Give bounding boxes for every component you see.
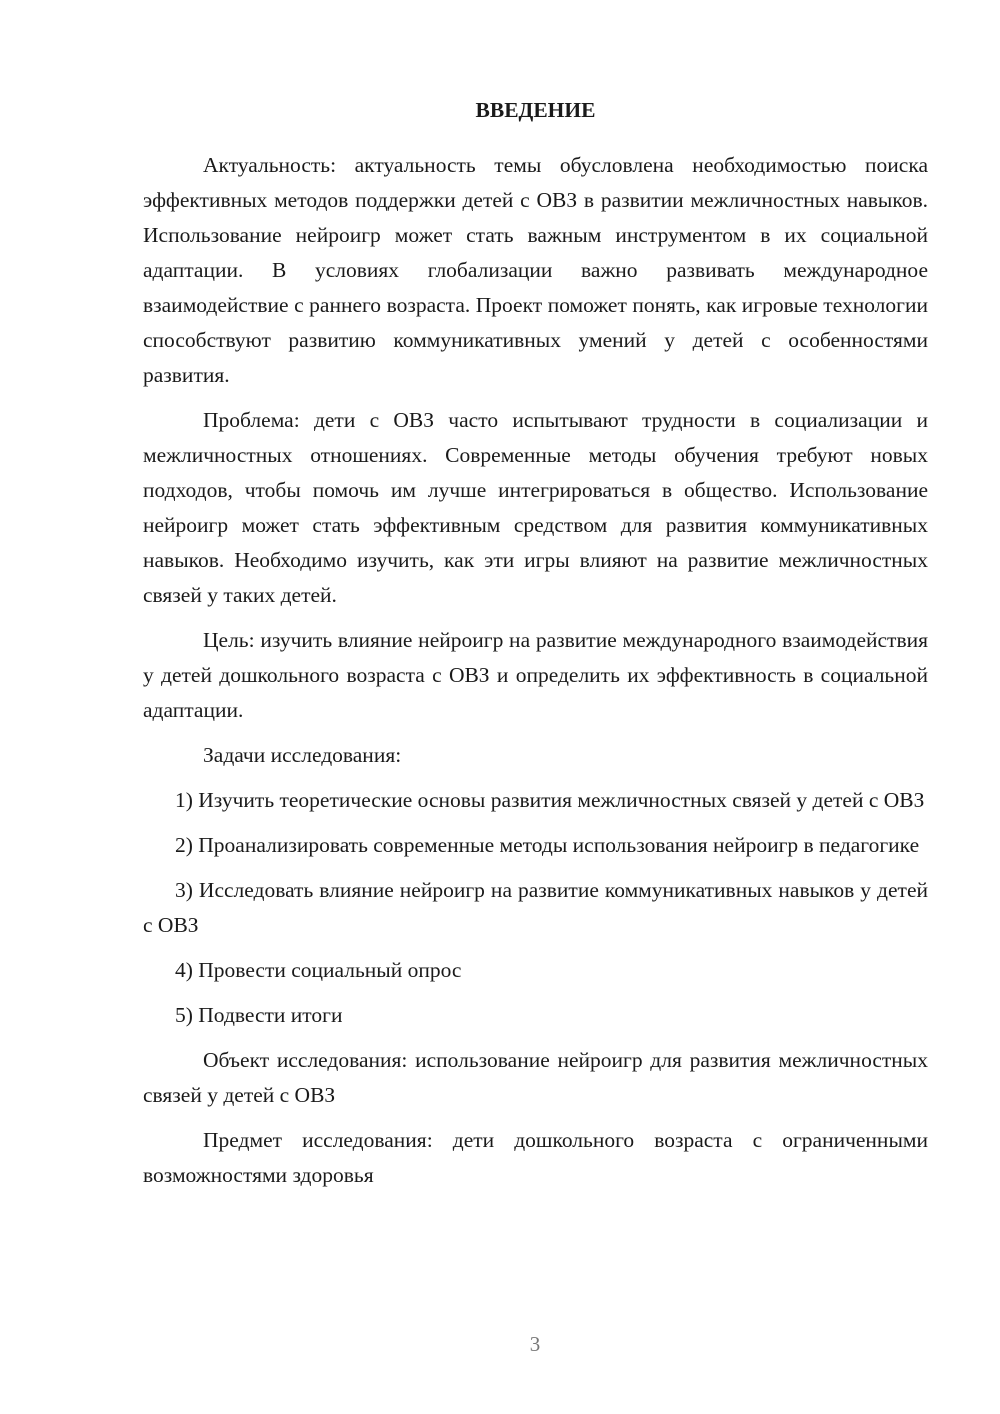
page-number: 3 [529,1332,541,1356]
task-item-4: 4) Провести социальный опрос [175,958,462,982]
tasks-heading: Задачи исследования: [203,743,402,767]
goal-paragraph: Цель: изучить влияние нейроигр на развитие международного взаимодействия у детей дошкольного возраста с ОВЗ и определить их эффективность в социальной адаптации. [143,628,928,722]
relevance-paragraph: Актуальность: актуальность темы обусловлена необходимостью поиска эффективных методов поддержки детей с ОВЗ в развитии межличностных навыков. Использование нейроигр может стать важным инструментом в их социальной адаптации. В условиях глобализации важно развивать международное взаимодействие с раннего возраста. Проект поможет понять, как игровые технологии способствуют развитию коммуникативных умений у детей с особенностями развития. [143,153,928,387]
task-item-2: 2) Проанализировать современные методы использования нейроигр в педагогике [175,833,920,857]
page-title: ВВЕДЕНИЕ [475,98,596,122]
page-body [143,92,928,1203]
problem-paragraph: Проблема: дети с ОВЗ часто испытывают трудности в социализации и межличностных отношениях. Современные методы обучения требуют новых подходов, чтобы помочь им лучше интегрироваться в общество. Использование нейроигр может стать эффективным средством для развития коммуникативных навыков. Необходимо изучить, как эти игры влияют на развитие межличностных связей у таких детей. [143,408,928,607]
task-item-3: 3) Исследовать влияние нейроигр на развитие коммуникативных навыков у детей с ОВЗ [143,878,928,937]
task-item-1: 1) Изучить теоретические основы развития межличностных связей у детей с ОВЗ [175,788,925,812]
object-paragraph: Объект исследования: использование нейроигр для развития межличностных связей у детей с ОВЗ [143,1048,928,1107]
task-item-5: 5) Подвести итоги [175,1003,343,1027]
subject-paragraph: Предмет исследования: дети дошкольного возраста с ограниченными возможностями здоровья [143,1128,928,1187]
